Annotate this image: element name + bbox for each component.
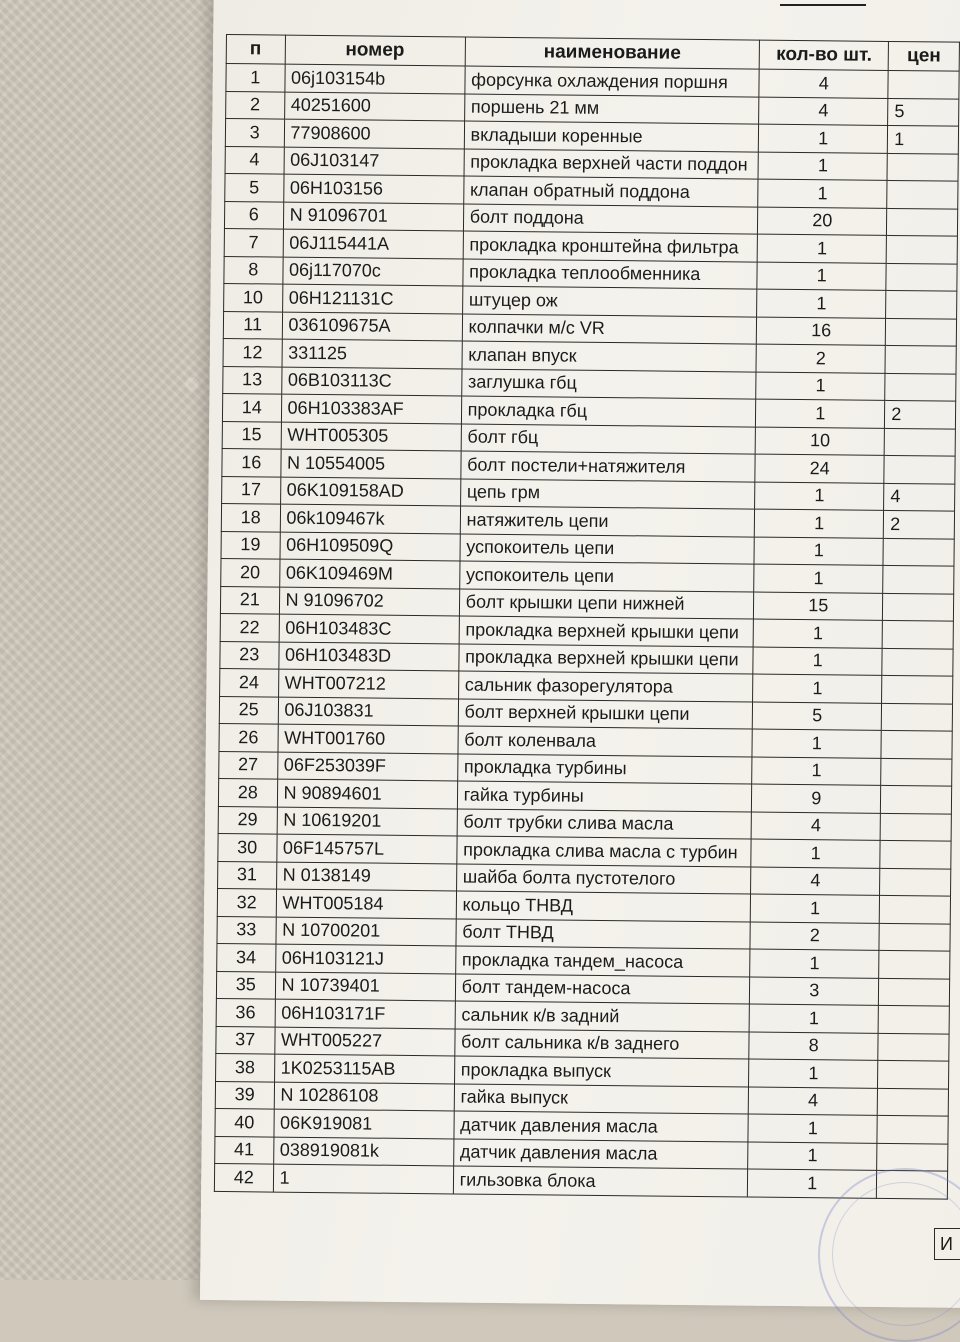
row-quantity: 1 [759,124,888,153]
row-part-number: WHT005184 [276,889,456,918]
row-quantity: 1 [754,537,883,566]
row-index: 24 [220,668,279,696]
row-part-name: болт верхней крышки цепи [458,698,753,729]
row-quantity: 1 [752,757,881,786]
row-price: 2 [884,510,955,538]
row-index: 33 [217,916,276,944]
row-price [879,950,950,978]
row-part-number: N 10739401 [275,972,455,1001]
row-quantity: 1 [758,179,887,208]
row-index: 38 [216,1053,275,1081]
row-index: 7 [224,228,283,256]
row-part-number: WHT001760 [278,724,458,753]
row-price [882,620,953,648]
row-price [879,895,950,923]
row-part-name: прокладка верхней части поддон [464,148,759,179]
row-index: 16 [222,448,281,476]
row-part-name: датчик давления масла [453,1138,748,1169]
row-index: 25 [219,696,278,724]
row-part-number: 06H103156 [283,174,463,203]
row-price [882,703,953,731]
row-index: 19 [221,531,280,559]
row-part-number: 77908600 [284,119,464,148]
row-price [881,785,952,813]
row-price [881,758,952,786]
row-part-number: 06H103483D [278,642,458,671]
row-index: 11 [223,311,282,339]
header-price: цен [888,41,959,71]
row-part-name: болт трубки слива масла [457,808,752,839]
row-part-number: 06J103147 [284,147,464,176]
row-quantity: 1 [752,729,881,758]
row-quantity: 5 [752,702,881,731]
row-index: 2 [226,91,285,119]
row-part-name: гильзовка блока [453,1166,748,1197]
row-part-name: болт постели+натяжителя [461,451,756,482]
row-part-name: болт крышки цепи нижней [459,588,754,619]
row-quantity: 1 [751,839,880,868]
row-quantity: 1 [749,1004,878,1033]
row-quantity: 1 [755,482,884,511]
row-part-number: 06H109509Q [280,532,460,561]
row-part-number: 036109675A [282,312,462,341]
header-quantity: кол-во шт. [759,40,888,70]
row-part-name: болт сальника к/в заднего [454,1028,749,1059]
row-part-number: 06k109467k [280,504,460,533]
row-part-number: 06K109469M [279,559,459,588]
row-part-number: 331125 [282,339,462,368]
row-part-number: 1K0253115AB [274,1054,454,1083]
row-price [880,868,951,896]
row-index: 13 [223,366,282,394]
row-index: 20 [221,558,280,586]
row-quantity: 1 [757,289,886,318]
row-index: 6 [224,201,283,229]
row-price [888,70,959,98]
row-part-name: шайба болта пустотелого [456,863,751,894]
row-part-number: 06j117070c [282,257,462,286]
parts-table [214,34,960,1199]
row-index: 35 [216,971,275,999]
row-quantity: 4 [759,97,888,126]
row-part-number: WHT005305 [281,422,461,451]
row-price [884,455,955,483]
row-index: 15 [222,421,281,449]
row-part-number: 06H103483C [279,614,459,643]
row-quantity: 3 [750,977,879,1006]
row-part-number: 06K109158AD [280,477,460,506]
row-quantity: 1 [748,1114,877,1143]
row-index: 22 [220,613,279,641]
row-index: 37 [216,1026,275,1054]
row-part-number: 06H103383AF [281,394,461,423]
row-quantity: 1 [750,894,879,923]
row-index: 30 [218,833,277,861]
row-index: 4 [225,146,284,174]
row-index: 12 [223,338,282,366]
row-price [885,373,956,401]
row-quantity: 1 [749,1059,878,1088]
row-part-name: прокладка гбц [461,396,756,427]
row-part-name: сальник к/в задний [455,1001,750,1032]
row-part-number: N 10700201 [275,917,455,946]
row-price: 2 [885,400,956,428]
row-index: 40 [215,1108,274,1136]
row-part-name: штуцер ож [462,286,757,317]
row-part-name: болт поддона [463,203,758,234]
row-index: 14 [222,393,281,421]
row-part-number: 06j103154b [284,64,464,93]
row-price [879,923,950,951]
row-quantity: 1 [748,1142,877,1171]
row-index: 26 [219,723,278,751]
row-part-name: сальник фазорегулятора [458,671,753,702]
row-quantity: 1 [756,399,885,428]
row-quantity: 1 [755,509,884,538]
row-part-number: 1 [273,1164,453,1193]
row-index: 41 [215,1136,274,1164]
row-part-name: прокладка слива масла с турбин [456,836,751,867]
row-quantity: 2 [750,922,879,951]
row-price [877,1115,948,1143]
row-part-name: датчик давления масла [454,1111,749,1142]
row-quantity: 1 [750,949,879,978]
row-quantity: 8 [749,1032,878,1061]
header-name: наименование [465,37,760,69]
row-index: 28 [218,778,277,806]
row-quantity: 1 [754,564,883,593]
row-part-name: колпачки м/с VR [462,313,757,344]
row-part-name: прокладка верхней крышки цепи [459,616,754,647]
row-part-number: N 10619201 [277,807,457,836]
row-part-name: болт гбц [461,423,756,454]
row-quantity: 4 [751,867,880,896]
row-part-name: гайка турбины [457,781,752,812]
total-label: И [934,1228,960,1260]
row-index: 39 [215,1081,274,1109]
row-quantity: 1 [748,1169,877,1198]
row-quantity: 15 [754,592,883,621]
row-index: 29 [218,806,277,834]
row-price [886,263,957,291]
row-quantity: 4 [751,812,880,841]
row-index: 34 [217,943,276,971]
row-price: 5 [888,98,959,126]
row-quantity: 4 [759,69,888,98]
row-part-name: успокоитель цепи [460,533,755,564]
row-part-number: 06H103121J [275,944,455,973]
row-price: 1 [888,125,959,153]
row-quantity: 2 [756,344,885,373]
row-part-name: болт коленвала [458,726,753,757]
row-price [879,978,950,1006]
row-price [877,1143,948,1171]
row-quantity: 1 [753,647,882,676]
row-part-number: 06B103113C [281,367,461,396]
row-price [878,1033,949,1061]
row-part-name: болт тандем-насоса [455,973,750,1004]
row-price [878,1060,949,1088]
header-index: п [226,35,285,65]
row-part-number: 40251600 [284,92,464,121]
row-price [887,208,958,236]
row-index: 42 [214,1163,273,1191]
row-price [883,593,954,621]
row-part-number: N 90894601 [277,779,457,808]
row-part-number: N 91096702 [279,587,459,616]
row-part-name: заглушка гбц [461,368,756,399]
row-price [886,318,957,346]
row-price [882,648,953,676]
row-index: 18 [221,503,280,531]
row-part-name: цепь грм [460,478,755,509]
row-part-name: поршень 21 мм [464,94,759,125]
row-part-name: натяжитель цепи [460,506,755,537]
row-quantity: 1 [753,619,882,648]
row-part-number: 06F253039F [277,752,457,781]
row-price [887,180,958,208]
row-quantity: 9 [752,784,881,813]
row-index: 23 [220,641,279,669]
row-part-name: прокладка турбины [457,753,752,784]
row-part-name: вкладыши коренные [464,121,759,152]
row-price [885,345,956,373]
row-price [878,1005,949,1033]
row-part-number: N 91096701 [283,202,463,231]
row-price [886,290,957,318]
row-part-number: WHT007212 [278,669,458,698]
row-quantity: 1 [757,262,886,291]
row-index: 21 [220,586,279,614]
row-index: 10 [224,283,283,311]
row-index: 3 [225,119,284,147]
row-part-number: 06J115441A [283,229,463,258]
row-index: 17 [222,476,281,504]
row-part-name: клапан впуск [462,341,757,372]
row-part-number: N 10554005 [280,449,460,478]
row-part-name: прокладка кронштейна фильтра [463,231,758,262]
row-part-number: N 10286108 [274,1082,454,1111]
row-part-number: WHT005227 [274,1027,454,1056]
row-part-name: гайка выпуск [454,1083,749,1114]
row-price [881,730,952,758]
row-part-number: 06H103171F [275,999,455,1028]
row-part-name: прокладка теплообменника [463,258,758,289]
row-index: 32 [217,888,276,916]
row-index: 8 [224,256,283,284]
row-quantity: 1 [758,152,887,181]
row-price [877,1088,948,1116]
row-quantity: 10 [755,427,884,456]
row-quantity: 1 [753,674,882,703]
row-price [887,153,958,181]
header-underline [780,0,866,6]
row-quantity: 4 [748,1087,877,1116]
row-part-number: 06J103831 [278,697,458,726]
row-quantity: 20 [758,207,887,236]
row-price [886,235,957,263]
row-part-name: прокладка верхней крышки цепи [458,643,753,674]
row-quantity: 24 [755,454,884,483]
row-index: 27 [219,751,278,779]
row-price: 4 [884,483,955,511]
row-part-name: прокладка тандем_насоса [455,946,750,977]
row-index: 36 [216,998,275,1026]
row-index: 1 [226,64,285,92]
row-price [883,565,954,593]
row-quantity: 16 [757,317,886,346]
row-price [884,428,955,456]
row-part-number: N 0138149 [276,862,456,891]
row-part-name: успокоитель цепи [459,561,754,592]
row-quantity: 1 [757,234,886,263]
row-index: 31 [218,861,277,889]
row-price [880,840,951,868]
row-index: 5 [225,173,284,201]
row-part-name: болт ТНВД [456,918,751,949]
row-price [882,675,953,703]
row-part-name: форсунка охлаждения поршня [465,66,760,97]
row-part-name: кольцо ТНВД [456,891,751,922]
row-part-number: 06K919081 [273,1109,453,1138]
row-part-name: прокладка выпуск [454,1056,749,1087]
row-quantity: 1 [756,372,885,401]
row-part-number: 06F145757L [276,834,456,863]
row-part-number: 038919081k [273,1137,453,1166]
row-price [883,538,954,566]
row-part-number: 06H121131C [282,284,462,313]
row-price [880,813,951,841]
header-number: номер [285,35,465,66]
row-part-name: клапан обратный поддона [463,176,758,207]
